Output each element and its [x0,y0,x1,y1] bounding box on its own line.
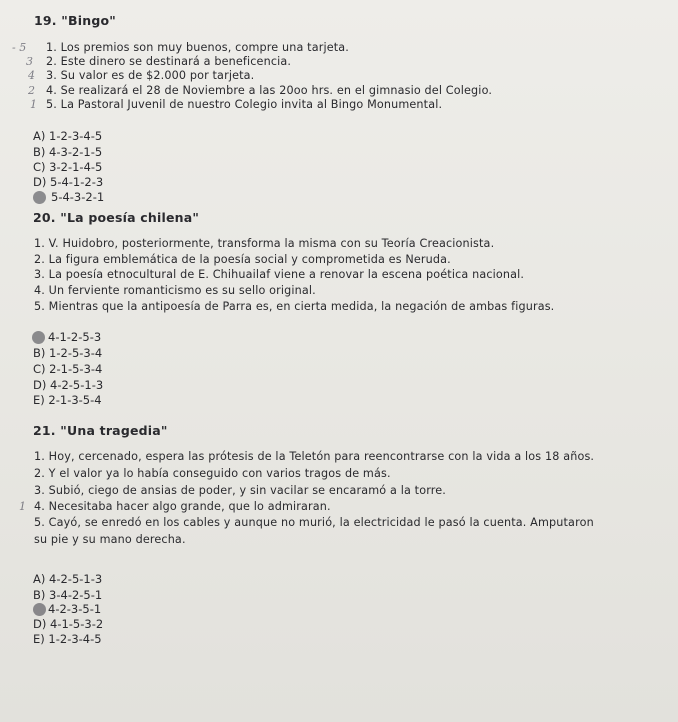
q21-statement-5: 5. Cayó, se enredó en los cables y aunque no murió, la electricidad le pasó la cuenta. Amputaron [34,516,594,529]
selected-answer-circle-icon [33,191,46,204]
q20-option-c[interactable]: C) 2-1-5-3-4 [33,362,103,376]
handwritten-mark: 2 [28,84,35,97]
q21-statement-3: 3. Subió, ciego de ansias de poder, y sin vacilar se encaramó a la torre. [34,484,447,497]
q20-option-a[interactable]: 4-1-2-5-3 [48,330,102,344]
q19-statement-3: 3. Su valor es de $2.000 por tarjeta. [46,69,255,82]
q20-option-e[interactable]: E) 2-1-3-5-4 [33,393,102,407]
handwritten-mark: 1 [30,98,37,111]
q19-statement-2: 2. Este dinero se destinará a beneficencia. [46,55,292,68]
q21-option-e[interactable]: E) 1-2-3-4-5 [33,632,102,646]
selected-answer-circle-icon [33,603,46,616]
handwritten-mark: - 5 [12,41,27,54]
q20-statement-1: 1. V. Huidobro, posteriormente, transforma la misma con su Teoría Creacionista. [34,237,495,250]
q20-option-b[interactable]: B) 1-2-5-3-4 [33,346,103,360]
q20-statement-4: 4. Un ferviente romanticismo es su sello original. [34,284,316,297]
question-21-title: 21. "Una tragedia" [33,423,168,438]
q21-statement-4: 4. Necesitaba hacer algo grande, que lo admiraran. [34,500,331,513]
q19-option-e[interactable]: 5-4-3-2-1 [51,190,105,204]
q20-statement-2: 2. La figura emblemática de la poesía social y comprometida es Neruda. [34,253,451,266]
q21-statement-1: 1. Hoy, cercenado, espera las prótesis de la Teletón para reencontrarse con la vida a los 18 años. [34,450,595,463]
handwritten-mark: 4 [28,69,35,82]
question-19-title: 19. "Bingo" [34,13,116,28]
q21-option-c[interactable]: 4-2-3-5-1 [48,602,102,616]
q20-option-d[interactable]: D) 4-2-5-1-3 [33,378,104,392]
q19-statement-4: 4. Se realizará el 28 de Noviembre a las 20oo hrs. en el gimnasio del Colegio. [46,84,493,97]
q20-statement-5: 5. Mientras que la antipoesía de Parra es, en cierta medida, la negación de ambas figuras. [34,300,555,313]
q21-option-a[interactable]: A) 4-2-5-1-3 [33,572,103,586]
question-20-title: 20. "La poesía chilena" [33,210,200,225]
handwritten-mark: 1 [19,500,26,513]
q19-option-b[interactable]: B) 4-3-2-1-5 [33,145,103,159]
q19-option-a[interactable]: A) 1-2-3-4-5 [33,129,103,143]
q21-option-b[interactable]: B) 3-4-2-5-1 [33,588,103,602]
q21-statement-5-continued: su pie y su mano derecha. [34,533,186,546]
q21-statement-2: 2. Y el valor ya lo había conseguido con varios tragos de más. [34,467,391,480]
q20-statement-3: 3. La poesía etnocultural de E. Chihuailaf viene a renovar la escena poética nacional. [34,268,525,281]
q19-option-d[interactable]: D) 5-4-1-2-3 [33,175,104,189]
selected-answer-circle-icon [32,331,45,344]
q19-statement-1: 1. Los premios son muy buenos, compre una tarjeta. [46,41,350,54]
q19-option-c[interactable]: C) 3-2-1-4-5 [33,160,103,174]
handwritten-mark: 3 [26,55,33,68]
q21-option-d[interactable]: D) 4-1-5-3-2 [33,617,104,631]
q19-statement-5: 5. La Pastoral Juvenil de nuestro Colegio invita al Bingo Monumental. [46,98,443,111]
